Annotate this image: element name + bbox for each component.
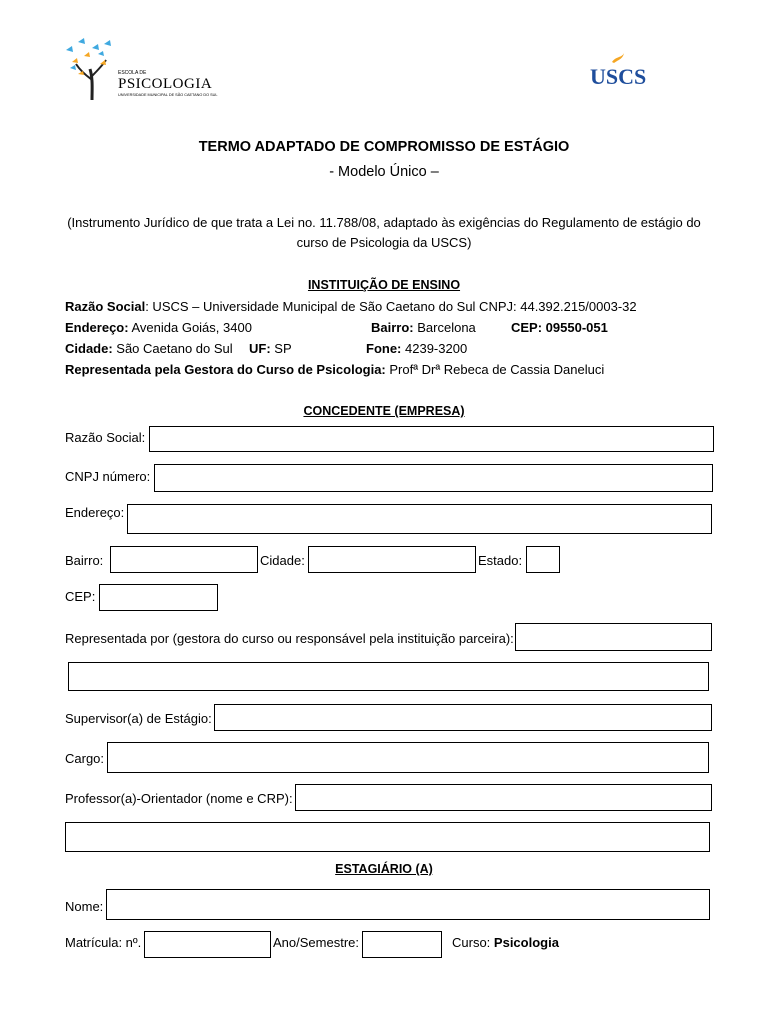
page-title: TERMO ADAPTADO DE COMPROMISSO DE ESTÁGIO (198, 139, 570, 155)
logo-small-text: ESCOLA DE (118, 70, 147, 76)
professor-field[interactable] (295, 784, 712, 811)
representada-label: Representada por (gestora do curso ou responsável pela instituição parceira): (65, 631, 514, 646)
institution-bairro: Bairro: Barcelona (371, 320, 476, 335)
nome-label: Nome: (65, 899, 104, 914)
curso-text: Curso: Psicologia (452, 935, 559, 950)
cep-label: CEP: (65, 589, 96, 604)
institution-heading: INSTITUIÇÃO DE ENSINO (307, 278, 461, 292)
cidade-field[interactable] (308, 546, 476, 573)
endereco-field[interactable] (127, 504, 712, 534)
estado-field[interactable] (526, 546, 560, 573)
page-subtitle: - Modelo Único – (329, 164, 439, 180)
matricula-label: Matrícula: nº. (65, 935, 142, 950)
institution-representada: Representada pela Gestora do Curso de Psicologia: Profª Drª Rebeca de Cassia Daneluci (65, 362, 605, 377)
professor-field-continued[interactable] (65, 822, 710, 852)
cnpj-field[interactable] (154, 464, 713, 492)
supervisor-label: Supervisor(a) de Estágio: (65, 711, 212, 726)
nome-field[interactable] (106, 889, 710, 920)
uscs-logo (588, 52, 652, 92)
institution-endereco: Endereço: Avenida Goiás, 3400 (65, 320, 252, 335)
bairro-label: Bairro: (65, 553, 104, 568)
supervisor-field[interactable] (214, 704, 712, 731)
matricula-field[interactable] (144, 931, 271, 958)
razao-social-label: Razão Social: (65, 430, 146, 445)
concedente-heading: CONCEDENTE (EMPRESA) (303, 404, 465, 418)
estagiario-heading: ESTAGIÁRIO (A) (335, 862, 433, 876)
cargo-field[interactable] (107, 742, 709, 773)
institution-cidade: Cidade: São Caetano do Sul (65, 341, 233, 356)
representada-field-continued[interactable] (68, 662, 709, 691)
institution-cep: CEP: 09550-051 (511, 320, 608, 335)
ano-semestre-field[interactable] (362, 931, 442, 958)
cep-field[interactable] (99, 584, 218, 611)
representada-field[interactable] (515, 623, 712, 651)
legal-note-line2: curso de Psicologia da USCS) (296, 235, 472, 250)
ano-semestre-label: Ano/Semestre: (273, 935, 359, 950)
endereco-label: Endereço: (65, 505, 125, 520)
institution-fone: Fone: 4239-3200 (366, 341, 468, 356)
cnpj-label: CNPJ número: (65, 469, 151, 484)
razao-social-field[interactable] (149, 426, 714, 452)
cargo-label: Cargo: (65, 751, 105, 766)
legal-note-line1: (Instrumento Jurídico de que trata a Lei no. 11.788/08, adaptado às exigências do Regulamento de estágio do (67, 215, 701, 230)
institution-uf: UF: SP (249, 341, 292, 356)
institution-razao: Razão Social: USCS – Universidade Municipal de São Caetano do Sul CNPJ: 44.392.215/0003-32 (65, 299, 637, 314)
logo-sub-text: UNIVERSIDADE MUNICIPAL DE SÃO CAETANO DO SUL (118, 93, 218, 97)
uscs-text: USCS (590, 64, 647, 89)
estado-label: Estado: (478, 553, 523, 568)
cidade-label: Cidade: (260, 553, 305, 568)
logo-main-text: PSICOLOGIA (118, 76, 213, 92)
professor-label: Professor(a)-Orientador (nome e CRP): (65, 791, 293, 806)
bairro-field[interactable] (110, 546, 258, 573)
psicologia-logo (62, 34, 222, 104)
